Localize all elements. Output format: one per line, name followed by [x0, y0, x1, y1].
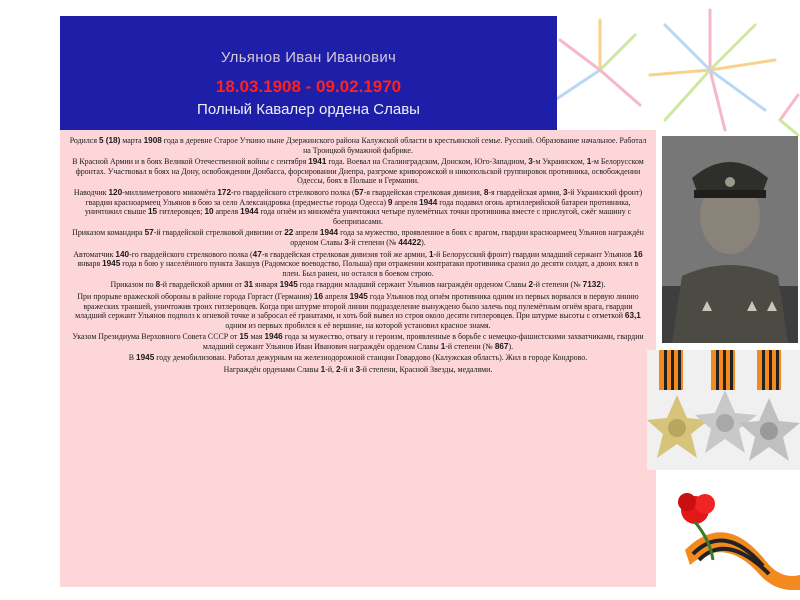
text-run: мая [248, 332, 265, 342]
bold-number: 10 [204, 207, 214, 217]
bio-paragraph [68, 292, 648, 330]
bold-number: 1945 [102, 259, 121, 269]
text-run: гитлеровцев; [157, 207, 205, 217]
bold-number: 1941 [308, 157, 327, 167]
bold-number: 1 [428, 249, 434, 259]
title-banner [60, 16, 557, 130]
text-run: -й, [325, 365, 336, 375]
text-run: Награждён орденами Славы [223, 365, 321, 375]
bold-number: 31 [243, 280, 254, 290]
text-run: -й степени (№ [348, 237, 399, 247]
text-run: -я гвардейская армия, [488, 187, 564, 197]
text-run: ). [600, 280, 606, 290]
text-run: Указом Президиума Верховного Совета СССР от [72, 332, 240, 342]
text-run: В [128, 353, 137, 363]
bold-number: 3 [344, 237, 349, 247]
text-run: -го гвардейского стрелкового полка ( [129, 249, 253, 259]
text-run: году демобилизован. Работал дежурным на железнодорожной станции Говардово (Калужская область). Жил в городе Кондрово. [154, 353, 588, 363]
bold-number: 2 [336, 365, 341, 375]
text-run: -й и [340, 365, 356, 375]
bold-number: 1944 [240, 207, 259, 217]
text-run: -я гвардейская стрелковая дивизия, [363, 187, 484, 197]
fireworks-decoration [540, 0, 800, 140]
text-run: апреля [392, 197, 420, 207]
bio-paragraph [68, 332, 648, 351]
text-run: -м Белорусском фронтах. Участвовал в боях на Дону, освобождении Донбасса, форсировании Днепра, разгроме криворожской и никопольской группировок противника, освобождении Одессы, боях в Польше и Германии. [75, 157, 644, 186]
bold-number: 5 (18) [98, 136, 121, 145]
bold-number: 16 [633, 249, 643, 259]
bold-number: 8 [155, 280, 161, 290]
bold-number: 1944 [319, 228, 339, 238]
text-run: ). [421, 237, 426, 247]
bold-number: 2 [528, 280, 534, 290]
bold-number: 16 [313, 291, 324, 301]
bold-number: 7132 [582, 280, 601, 290]
bold-number: 1946 [264, 332, 283, 342]
bold-number: 57 [354, 187, 364, 197]
text-run: Приказом командира [72, 228, 145, 238]
text-run: В Красной Армии и в боях Великой Отечественной войны с сентября [72, 157, 309, 167]
biography-text [60, 130, 656, 587]
bold-number: 1945 [279, 280, 298, 290]
bold-number: 172 [217, 187, 232, 197]
life-dates: 18.03.1908 - 09.02.1970 [215, 77, 402, 96]
bold-number: 1945 [349, 291, 368, 301]
text-run: года гвардии младший сержант Ульянов награждён орденом Славы [297, 280, 529, 290]
text-run: Автоматчик [73, 249, 116, 259]
text-run: марта [120, 136, 144, 145]
portrait-photo [662, 136, 798, 343]
bio-paragraph [68, 188, 648, 226]
bio-paragraph [68, 157, 648, 186]
bold-number: 22 [284, 228, 294, 238]
bold-number: 120 [108, 187, 123, 197]
text-run: -й степени (№ [533, 280, 583, 290]
person-name: Ульянов Иван Иванович [220, 49, 397, 66]
text-run: -й гвардейской стрелковой дивизии от [153, 228, 285, 238]
text-run: -й степени, Красной Звезды, медалями. [360, 365, 493, 375]
text-run: Родился [69, 136, 99, 145]
text-run: Приказом по [110, 280, 156, 290]
bold-number: 47 [252, 249, 262, 259]
text-run: года в бою у населённого пункта Закшув (Радомское воеводство, Польша) при отражении контратаки противника сразил до десяти солдат, а двоих взял в плен. Был ранен, но остался в боевом строю. [120, 259, 639, 278]
text-run: одним из первых пробился к её вершине, на которой установил красное знамя. [225, 320, 491, 330]
text-run: Наводчик [73, 187, 109, 197]
text-run: ). [508, 341, 514, 351]
text-run: -й гвардейской армии от [160, 280, 244, 290]
bold-number: 57 [144, 228, 154, 238]
bio-paragraph [68, 353, 648, 363]
bold-number: 44422 [398, 237, 422, 247]
bold-number: 15 [239, 332, 249, 342]
text-run: года огнём из миномёта уничтожил четыре пулемётных точки противника вместе с прислугой, сжёг машину с боеприпасами. [258, 207, 632, 226]
bold-number: 3 [528, 157, 533, 167]
bio-paragraph [68, 280, 648, 290]
text-run: -я гвардейская стрелковая дивизия той же армии, [261, 249, 429, 259]
bold-number: 1908 [143, 136, 162, 145]
bio-paragraph [68, 228, 648, 247]
bold-number: 63,1 [624, 311, 641, 321]
text-run: -й Белорусский фронт) гвардии младший сержант Ульянов [433, 249, 634, 259]
text-run: -м Украинском, [532, 157, 587, 167]
bold-number: 8 [483, 187, 489, 197]
bold-number: 9 [387, 197, 393, 207]
text-run: года Ульянов под огнём противника одним из первых ворвался в первую линию вражеских траншей, уничтожив троих гитлеровцев. Когда при штурме второй линии подразделение вынуждено было залечь под пулемётным огнём врага, гвардии младший сержант Ульянов подполз к огневой точке и забросал её гранатами, и хоть бой вывел из строя около десяти гитлеровцев. При штурме высоты с отметкой [75, 291, 639, 321]
text-run: апреля [293, 228, 320, 238]
bold-number: 867 [494, 341, 509, 351]
bold-number: 15 [147, 207, 158, 217]
text-run: -й Украинский фронт) гвардии красноармеец Ульянов в бою за село Александровка (предместье города Одесса) [85, 187, 643, 207]
text-run: При прорыве вражеской обороны в районе города Горгаст (Германия) [77, 291, 314, 301]
st-george-ribbon-icon [665, 480, 800, 590]
text-run: -й степени (№ [445, 341, 495, 351]
text-run: -го гвардейского стрелкового полка ( [231, 187, 355, 197]
bold-number: 1945 [136, 353, 155, 363]
bold-number: 1 [440, 341, 446, 351]
text-run: года подавил огонь артиллерийской батареи противника, уничтожил свыше [84, 197, 631, 217]
text-run: января [253, 280, 280, 290]
bold-number: 1 [586, 157, 592, 167]
text-run: апреля [213, 207, 241, 217]
bold-number: 140 [115, 249, 130, 259]
text-run: года за мужество, проявленное в боях с врагом, гвардии красноармеец Ульянов награждён орденом Славы [290, 228, 644, 247]
text-run: года. Воевал на Сталинградском, Донском, Юго-Западном, [326, 157, 529, 167]
bio-paragraph [68, 365, 648, 375]
bold-number: 3 [563, 187, 568, 197]
text-run: года в деревне Старое Уткино ныне Дзержинского района Калужской области в крестьянской семье. Русский. Образование начальное. Работал на Троицкой бумажной фабрике. [161, 136, 647, 155]
bold-number: 1944 [419, 197, 438, 207]
title-subtitle: Полный Кавалер ордена Славы [197, 101, 420, 118]
text-run: года за мужество, отвагу и героизм, проявленные в борьбе с немецко-фашистскими захватчиками, гвардии младший сержант Ульянов Иван Иванович награждён орденом Славы [202, 332, 644, 351]
bold-number: 1 [320, 365, 326, 375]
bio-paragraph [68, 250, 648, 279]
bio-paragraph [68, 136, 648, 155]
text-run: апреля [323, 291, 350, 301]
text-run: января [77, 259, 103, 269]
order-of-glory-medals [647, 350, 800, 470]
bold-number: 3 [355, 365, 361, 375]
text-run: -миллиметрового миномёта [122, 187, 218, 197]
